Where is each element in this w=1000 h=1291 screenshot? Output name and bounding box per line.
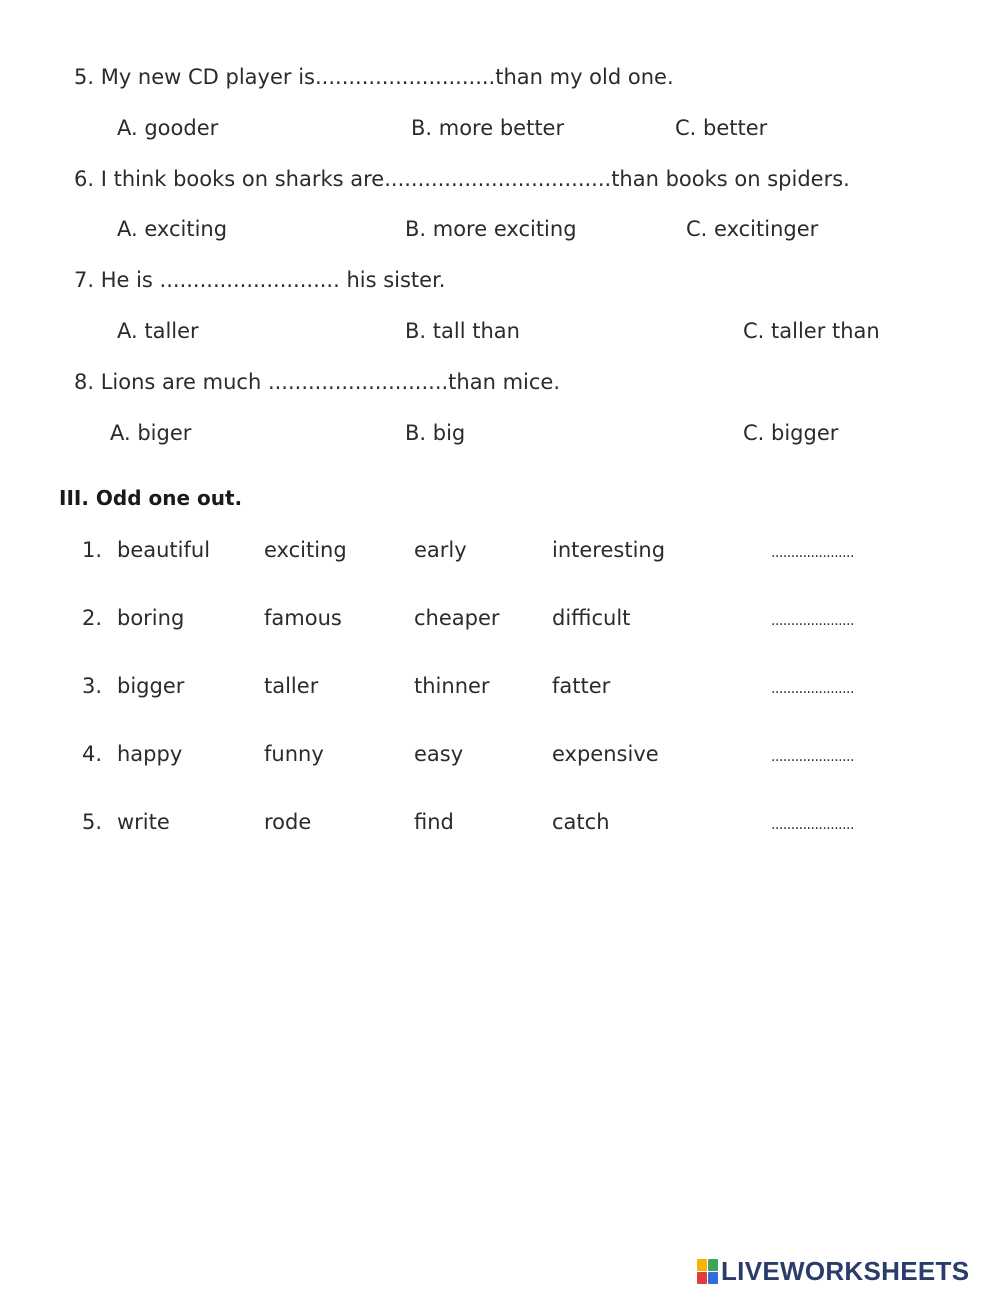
word-1: boring [117, 606, 185, 630]
answer-blank[interactable]: ..................... [771, 817, 854, 833]
word-2: famous [264, 606, 342, 630]
row-number: 1. [82, 538, 103, 562]
question-7-option-b: B. tall than [405, 319, 520, 343]
word-3: thinner [414, 674, 490, 698]
question-5-option-a: A. gooder [117, 116, 219, 140]
section-heading: III. Odd one out. [59, 486, 243, 510]
word-3: find [414, 810, 454, 834]
liveworksheets-logo [697, 1255, 970, 1286]
question-5-option-b: B. more better [411, 116, 565, 140]
word-2: taller [264, 674, 319, 698]
logo-block-red [697, 1272, 707, 1284]
question-8-stem: 8. Lions are much ...........................than mice. [74, 370, 561, 394]
row-number: 2. [82, 606, 103, 630]
question-8-option-c: C. bigger [743, 421, 839, 445]
word-1: write [117, 810, 170, 834]
question-6-option-b: B. more exciting [405, 217, 577, 241]
word-2: funny [264, 742, 324, 766]
row-number: 5. [82, 810, 103, 834]
logo-block-blue [708, 1272, 718, 1284]
row-number: 3. [82, 674, 103, 698]
answer-blank[interactable]: ..................... [771, 545, 854, 561]
word-1: bigger [117, 674, 185, 698]
word-2: exciting [264, 538, 347, 562]
question-6-option-c: C. excitinger [686, 217, 819, 241]
logo-block-green [708, 1259, 718, 1271]
word-3: early [414, 538, 467, 562]
question-5-stem: 5. My new CD player is...........................than my old one. [74, 65, 674, 89]
logo-blocks-icon [697, 1259, 718, 1284]
answer-blank[interactable]: ..................... [771, 749, 854, 765]
question-8-option-b: B. big [405, 421, 466, 445]
word-4: difficult [552, 606, 631, 630]
word-4: interesting [552, 538, 666, 562]
word-4: expensive [552, 742, 659, 766]
question-6-stem: 6. I think books on sharks are..................................than books on spiders. [74, 167, 850, 191]
word-1: beautiful [117, 538, 211, 562]
question-6-option-a: A. exciting [117, 217, 228, 241]
logo-text: LIVEWORKSHEETS [721, 1255, 970, 1286]
row-number: 4. [82, 742, 103, 766]
answer-blank[interactable]: ..................... [771, 613, 854, 629]
question-7-option-a: A. taller [117, 319, 199, 343]
word-1: happy [117, 742, 183, 766]
word-3: easy [414, 742, 464, 766]
question-7-stem: 7. He is ........................... his sister. [74, 268, 446, 292]
question-8-option-a: A. biger [110, 421, 192, 445]
answer-blank[interactable]: ..................... [771, 681, 854, 697]
logo-block-yellow [697, 1259, 707, 1271]
word-2: rode [264, 810, 312, 834]
question-5-option-c: C. better [675, 116, 768, 140]
word-4: fatter [552, 674, 611, 698]
word-3: cheaper [414, 606, 500, 630]
word-4: catch [552, 810, 610, 834]
question-7-option-c: C. taller than [743, 319, 880, 343]
